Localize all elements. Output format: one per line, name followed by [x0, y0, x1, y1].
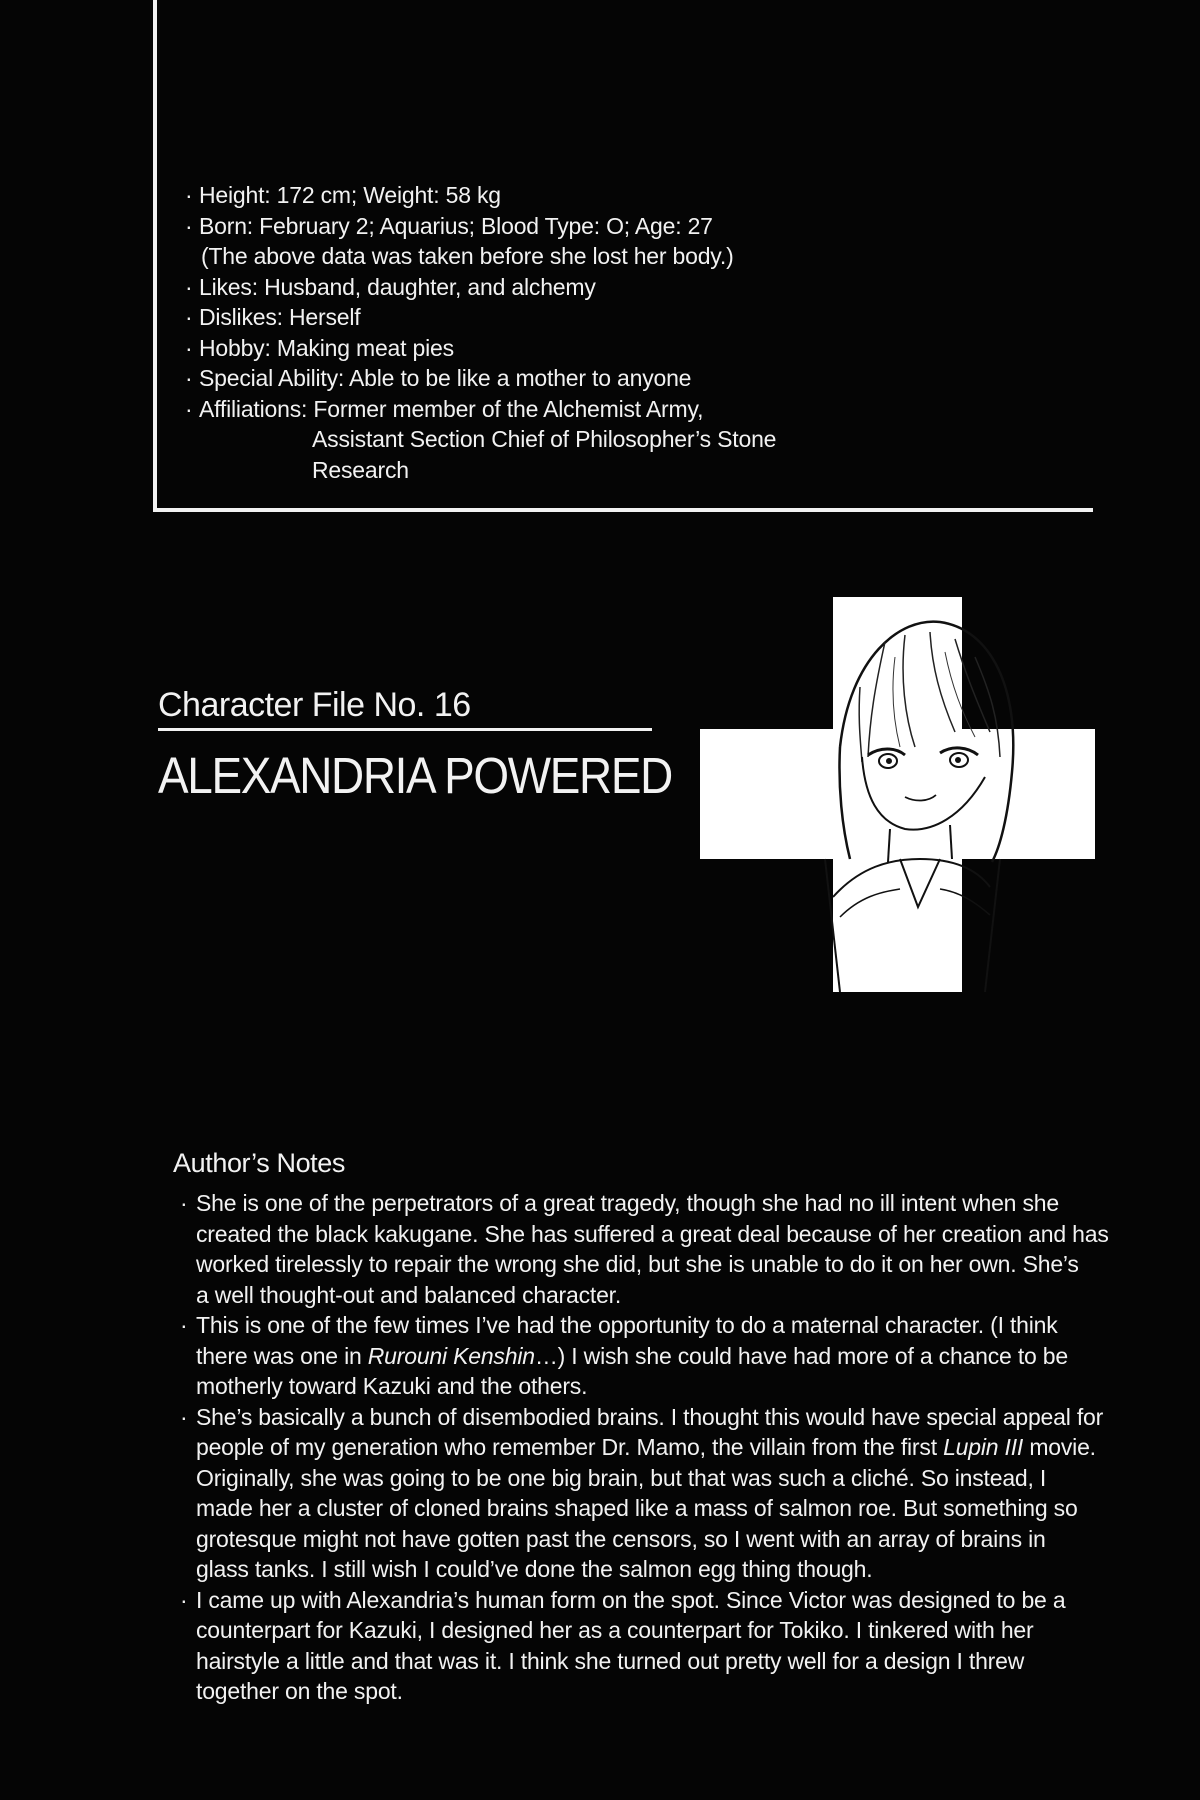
- frame-bottom-border: [153, 508, 1093, 512]
- note-text: This is one of the few times I’ve had the opportunity to do a maternal character. (I think: [196, 1312, 1058, 1338]
- stat-text: Born: February 2; Aquarius; Blood Type: O; Age: 27: [199, 212, 713, 239]
- stat-line: [185, 424, 1065, 455]
- character-file-title: Character File No. 16: [158, 686, 471, 724]
- note-text: movie.: [1023, 1434, 1096, 1460]
- character-portrait: [700, 597, 1095, 992]
- note-text: She’s basically a bunch of disembodied brains. I thought this would have special appeal for: [196, 1403, 1104, 1430]
- stat-text: Height: 172 cm; Weight: 58 kg: [199, 182, 501, 208]
- note-text: hairstyle a little and that was it. I think she turned out pretty well for a design I threw: [196, 1647, 1025, 1674]
- bullet-dot: ·: [180, 1312, 188, 1338]
- bullet-dot: ·: [180, 1403, 188, 1430]
- frame-left-border: [153, 0, 157, 512]
- stat-line: [185, 211, 1065, 242]
- authors-notes-body: [180, 1188, 1130, 1707]
- note-title-italic: Lupin III: [943, 1434, 1024, 1460]
- note-line: [180, 1280, 1130, 1311]
- stat-line: [185, 180, 1065, 211]
- stat-line: [185, 241, 1065, 272]
- note-line: [180, 1524, 1130, 1555]
- stat-text: Assistant Section Chief of Philosopher’s Stone: [312, 426, 777, 452]
- note-text: together on the spot.: [196, 1678, 403, 1704]
- note-text: a well thought-out and balanced character.: [196, 1281, 622, 1308]
- stat-line: [185, 272, 1065, 303]
- note-line: [180, 1402, 1130, 1433]
- note-text: grotesque might not have gotten past the censors, so I went with an array of brains in: [196, 1525, 1046, 1552]
- stat-text: Dislikes: Herself: [199, 304, 361, 330]
- note-line: [180, 1219, 1130, 1250]
- stat-line: [185, 302, 1065, 333]
- note-text: there was one in: [196, 1342, 368, 1369]
- stat-line: [185, 394, 1065, 425]
- bullet-dot: ·: [185, 365, 193, 391]
- note-line: [180, 1341, 1130, 1372]
- note-line: [180, 1463, 1130, 1494]
- stat-text: (The above data was taken before she lost her body.): [201, 243, 734, 269]
- bullet-dot: ·: [180, 1190, 188, 1216]
- stat-text: Affiliations: Former member of the Alchemist Army,: [199, 395, 704, 422]
- note-text: …) I wish she could have had more of a chance to be: [534, 1342, 1068, 1369]
- note-text: motherly toward Kazuki and the others.: [196, 1373, 588, 1399]
- bullet-dot: ·: [185, 334, 193, 361]
- stat-text: Likes: Husband, daughter, and alchemy: [199, 273, 596, 300]
- note-line: [180, 1554, 1130, 1585]
- bullet-dot: ·: [185, 212, 193, 239]
- authors-notes-title: Author’s Notes: [173, 1148, 345, 1178]
- bullet-dot: ·: [180, 1586, 188, 1613]
- bullet-dot: ·: [185, 304, 193, 330]
- note-text: made her a cluster of cloned brains shaped like a mass of salmon roe. But something so: [196, 1495, 1078, 1521]
- stat-text: Hobby: Making meat pies: [199, 334, 454, 361]
- note-line: [180, 1188, 1130, 1219]
- note-text: She is one of the perpetrators of a great tragedy, though she had no ill intent when she: [196, 1190, 1059, 1216]
- note-text: I came up with Alexandria’s human form on the spot. Since Victor was designed to be a: [196, 1586, 1066, 1613]
- note-text: created the black kakugane. She has suffered a great deal because of her creation and has: [196, 1220, 1109, 1247]
- note-line: [180, 1493, 1130, 1524]
- bullet-dot: ·: [185, 273, 193, 300]
- note-line: [180, 1310, 1130, 1341]
- note-text: Originally, she was going to be one big brain, but that was such a cliché. So instead, I: [196, 1464, 1047, 1491]
- note-line: [180, 1585, 1130, 1616]
- stat-line: [185, 333, 1065, 364]
- note-line: [180, 1371, 1130, 1402]
- stat-line: [185, 455, 1065, 486]
- bullet-dot: ·: [185, 182, 193, 208]
- title-underline: [158, 728, 652, 731]
- note-line: [180, 1249, 1130, 1280]
- stat-text: Research: [312, 456, 409, 483]
- character-name: ALEXANDRIA POWERED: [158, 747, 672, 804]
- note-text: people of my generation who remember Dr. Mamo, the villain from the first: [196, 1434, 944, 1460]
- stat-line: [185, 363, 1065, 394]
- note-text: counterpart for Kazuki, I designed her as a counterpart for Tokiko. I tinkered with her: [196, 1617, 1034, 1643]
- note-line: [180, 1676, 1130, 1707]
- note-line: [180, 1646, 1130, 1677]
- stat-text: Special Ability: Able to be like a mother to anyone: [199, 365, 692, 391]
- cross-backdrop: [700, 597, 1095, 992]
- note-line: [180, 1432, 1130, 1463]
- note-text: worked tirelessly to repair the wrong she did, but she is unable to do it on her own. She’s: [196, 1251, 1079, 1277]
- character-stats: [185, 180, 1065, 485]
- bullet-dot: ·: [185, 395, 193, 422]
- note-text: glass tanks. I still wish I could’ve done the salmon egg thing though.: [196, 1556, 873, 1582]
- note-title-italic: Rurouni Kenshin: [367, 1342, 535, 1369]
- note-line: [180, 1615, 1130, 1646]
